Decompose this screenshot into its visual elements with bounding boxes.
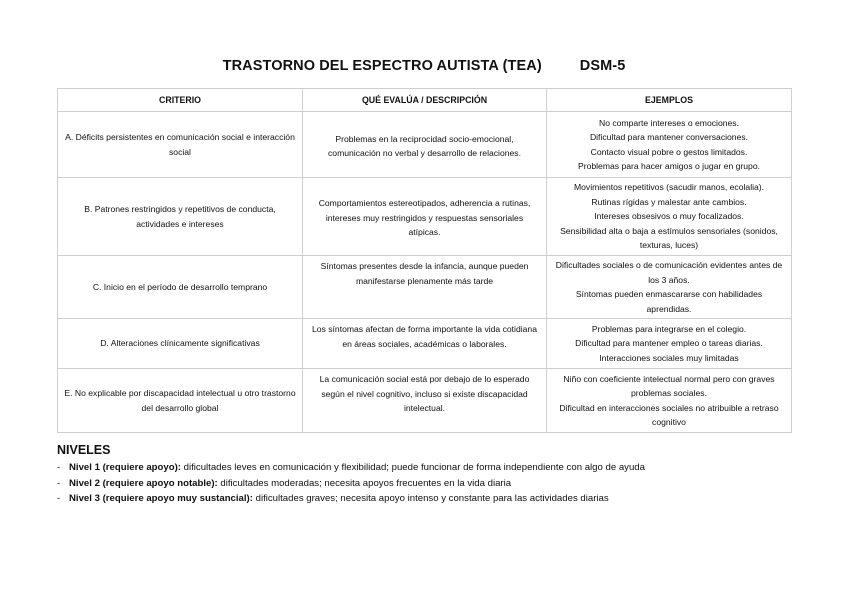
nivel-label: Nivel 2 (requiere apoyo notable): bbox=[69, 477, 218, 489]
descripcion-cell: Los síntomas afectan de forma importante la vida cotidiana en áreas sociales, académicas o laborales. bbox=[303, 319, 547, 369]
niveles-section bbox=[57, 443, 817, 507]
table-row bbox=[58, 319, 792, 369]
criterio-cell: C. Inicio en el período de desarrollo temprano bbox=[58, 256, 303, 319]
ejemplo-item: Dificultad en interacciones sociales no atribuible a retraso cognitivo bbox=[559, 402, 779, 427]
table-row bbox=[58, 178, 792, 256]
descripcion-cell: Síntomas presentes desde la infancia, aunque pueden manifestarse plenamente más tarde bbox=[303, 256, 547, 319]
criteria-table bbox=[57, 88, 792, 433]
nivel-text: dificultades leves en comunicación y flexibilidad; puede funcionar de forma independiente con algo de ayuda bbox=[180, 462, 645, 473]
ejemplos-cell bbox=[547, 319, 792, 369]
nivel-text: dificultades moderadas; necesita apoyos frecuentes en la vida diaria bbox=[217, 477, 512, 489]
ejemplo-item: Rutinas rígidas y malestar ante cambios. bbox=[591, 196, 747, 207]
ejemplo-item: Sensibilidad alta o baja a estímulos sensoriales (sonidos, texturas, luces) bbox=[560, 225, 778, 251]
niveles-list bbox=[57, 460, 817, 507]
ejemplos-cell bbox=[547, 256, 792, 319]
nivel-item bbox=[57, 460, 817, 476]
ejemplo-item: Interacciones sociales muy limitadas bbox=[599, 352, 739, 363]
ejemplo-item: Problemas para integrarse en el colegio. bbox=[591, 323, 747, 334]
ejemplos-cell bbox=[547, 369, 792, 433]
nivel-item bbox=[57, 491, 817, 507]
nivel-text: dificultades graves; necesita apoyo intenso y constante para las actividades diarias bbox=[252, 493, 609, 504]
ejemplo-item: Dificultad para mantener conversaciones. bbox=[589, 132, 749, 142]
criterio-cell: A. Déficits persistentes en comunicación social e interacción social bbox=[58, 112, 303, 178]
nivel-label: Nivel 1 (requiere apoyo): bbox=[69, 462, 181, 473]
ejemplo-item: No comparte intereses o emociones. bbox=[599, 117, 739, 128]
list-dash: - bbox=[57, 462, 61, 473]
ejemplo-item: Intereses obsesivos o muy focalizados. bbox=[594, 211, 744, 222]
table-row bbox=[58, 112, 792, 178]
table-row bbox=[58, 256, 792, 319]
table-row bbox=[58, 369, 792, 433]
list-dash: - bbox=[57, 493, 61, 504]
nivel-label: Nivel 3 (requiere apoyo muy sustancial): bbox=[69, 493, 253, 504]
ejemplos-cell bbox=[547, 178, 792, 256]
criterio-cell: B. Patrones restringidos y repetitivos de conducta, actividades e intereses bbox=[58, 178, 303, 256]
niveles-heading: NIVELES bbox=[57, 443, 111, 457]
descripcion-cell: Comportamientos estereotipados, adherencia a rutinas, intereses muy restringidos y respuestas sensoriales atípicas. bbox=[303, 178, 547, 256]
criterio-cell: E. No explicable por discapacidad intelectual u otro trastorno del desarrollo global bbox=[58, 369, 303, 433]
ejemplo-item: Contacto visual pobre o gestos limitados. bbox=[590, 146, 748, 157]
nivel-item bbox=[57, 476, 817, 492]
column-header-descripcion: QUÉ EVALÚA / DESCRIPCIÓN bbox=[303, 89, 547, 112]
list-dash: - bbox=[57, 477, 61, 489]
criterio-cell: D. Alteraciones clínicamente significativas bbox=[58, 319, 303, 369]
column-header-ejemplos: EJEMPLOS bbox=[547, 89, 792, 112]
descripcion-cell: La comunicación social está por debajo de lo esperado según el nivel cognitivo, incluso si existe discapacidad intelectual. bbox=[303, 369, 547, 433]
ejemplo-item: Dificultad para mantener empleo o tareas diarias. bbox=[575, 338, 763, 349]
descripcion-cell: Problemas en la reciprocidad socio-emocional, comunicación no verbal y desarrollo de relaciones. bbox=[303, 112, 547, 178]
ejemplo-item: Niño con coeficiente intelectual normal pero con graves problemas sociales. bbox=[563, 373, 775, 398]
table-header-row bbox=[58, 89, 792, 112]
ejemplo-item: Síntomas pueden enmascararse con habilidades aprendidas. bbox=[575, 289, 763, 314]
document-header bbox=[0, 58, 848, 74]
document-title: TRASTORNO DEL ESPECTRO AUTISTA (TEA) bbox=[222, 58, 542, 74]
ejemplo-item: Problemas para hacer amigos o jugar en grupo. bbox=[577, 161, 760, 171]
ejemplos-cell bbox=[547, 112, 792, 178]
column-header-criterio: CRITERIO bbox=[58, 89, 303, 112]
ejemplo-item: Movimientos repetitivos (sacudir manos, ecolalia). bbox=[573, 182, 765, 193]
manual-label: DSM-5 bbox=[579, 58, 626, 74]
ejemplo-item: Dificultades sociales o de comunicación evidentes antes de los 3 años. bbox=[555, 260, 783, 285]
